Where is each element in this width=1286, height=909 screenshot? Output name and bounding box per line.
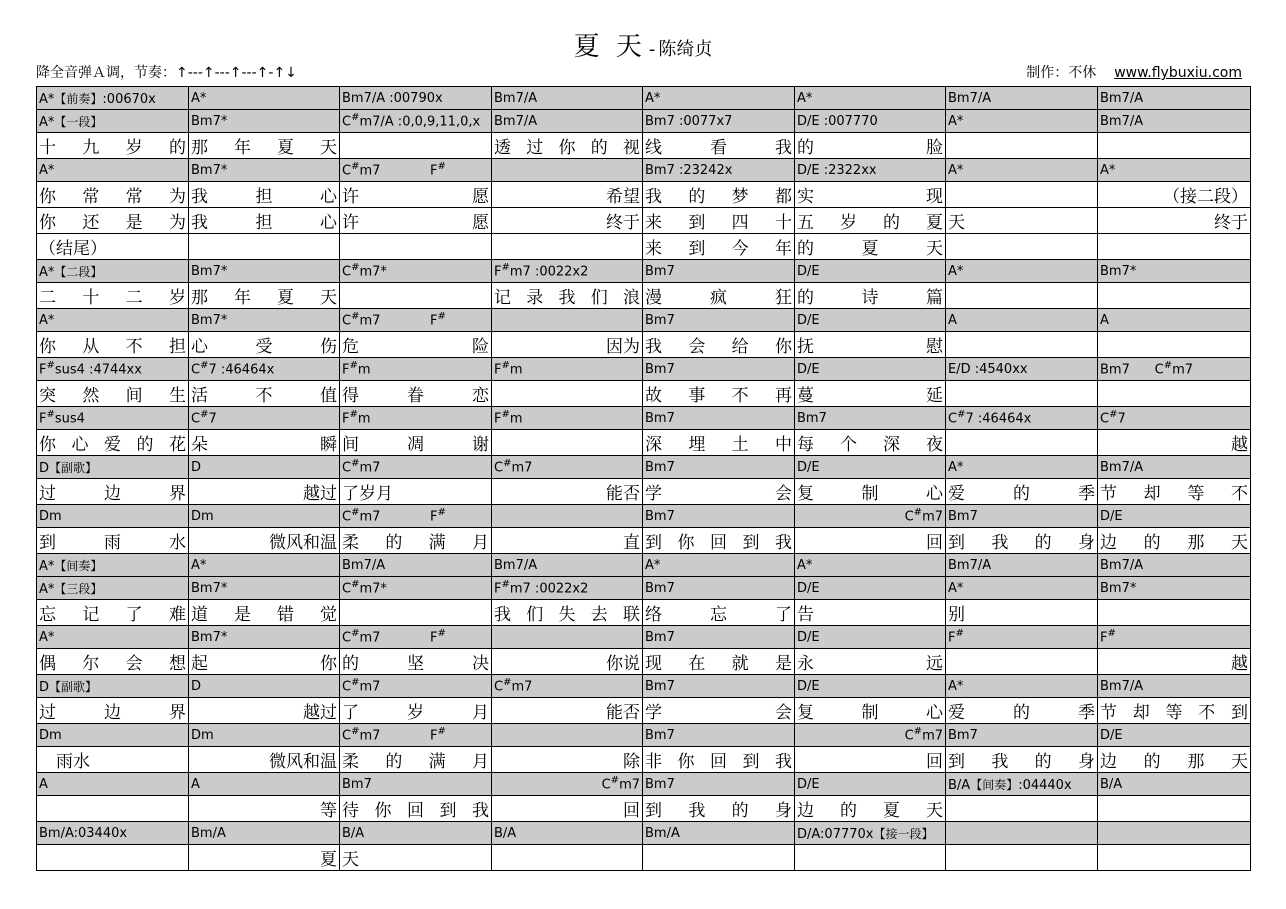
lyric-row: [37, 234, 1251, 260]
chord-cell: D/E: [795, 358, 946, 381]
chord-cell: C#7: [189, 407, 340, 430]
chord-cell: Bm7/A: [1098, 87, 1251, 110]
chord-cell: [492, 159, 643, 182]
lyric-cell: 微风和温: [189, 747, 340, 773]
lyric-cell: 越: [1098, 649, 1251, 675]
lyric-cell: 告: [795, 600, 946, 626]
lyric-cell: 夏: [189, 845, 340, 871]
lyric-cell: 记录我们浪: [492, 283, 643, 309]
chord-cell: F#: [1098, 626, 1251, 649]
lyric-row: [37, 600, 1251, 626]
chord-row: [37, 358, 1251, 381]
chord-row: [37, 407, 1251, 430]
chord-cell: A*【前奏】:00670x: [37, 87, 189, 110]
chord-cell: D/E: [795, 309, 946, 332]
chord-cell: Bm7 C#m7: [1098, 358, 1251, 381]
chord-cell: F#: [946, 626, 1098, 649]
chord-row: [37, 822, 1251, 845]
lyric-cell: 我们失去联: [492, 600, 643, 626]
lyric-cell: [946, 234, 1098, 260]
chord-cell: A*: [946, 456, 1098, 479]
chord-cell: A*: [643, 87, 795, 110]
lyric-cell: 回: [795, 528, 946, 554]
chord-cell: A*: [643, 554, 795, 577]
artist-name: 陈绮贞: [658, 39, 713, 60]
lyric-cell: [1098, 283, 1251, 309]
maker-credit: 制作：不休: [1026, 65, 1097, 81]
chord-cell: Bm7: [643, 309, 795, 332]
chord-cell: C#m7: [492, 675, 643, 698]
chord-row: [37, 309, 1251, 332]
lyric-cell: 到你回到我: [643, 528, 795, 554]
chord-cell: C#m7 F#: [340, 505, 492, 528]
chord-cell: D/E: [1098, 724, 1251, 747]
chord-cell: [492, 724, 643, 747]
chord-cell: A*【二段】: [37, 260, 189, 283]
chord-cell: A: [189, 773, 340, 796]
chord-cell: Bm7*: [1098, 260, 1251, 283]
chord-cell: Bm7: [946, 505, 1098, 528]
lyric-cell: 现在就是: [643, 649, 795, 675]
chord-cell: A*: [946, 159, 1098, 182]
chord-cell: A*: [37, 309, 189, 332]
chord-row: [37, 505, 1251, 528]
lyric-row: [37, 479, 1251, 505]
chord-cell: A*: [946, 260, 1098, 283]
lyric-cell: 到我的身: [643, 796, 795, 822]
chord-cell: C#m7 F#: [340, 724, 492, 747]
lyric-row: [37, 796, 1251, 822]
lyric-cell: 别: [946, 600, 1098, 626]
title-separator: -: [648, 39, 656, 60]
chord-cell: A: [946, 309, 1098, 332]
lyric-cell: [1098, 845, 1251, 871]
chord-cell: Bm7*: [189, 309, 340, 332]
lyric-cell: 的夏天: [795, 234, 946, 260]
lyric-cell: [1098, 600, 1251, 626]
chord-cell: Bm7*: [189, 260, 340, 283]
lyric-cell: 你心爱的花: [37, 430, 189, 456]
chord-cell: E/D :4540xx: [946, 358, 1098, 381]
chord-cell: Bm7/A: [1098, 554, 1251, 577]
chord-cell: F#m7 :0022x2: [492, 260, 643, 283]
chord-cell: A*【三段】: [37, 577, 189, 600]
chord-cell: D: [189, 675, 340, 698]
lyric-cell: [189, 234, 340, 260]
lyric-cell: [946, 182, 1098, 208]
lyric-cell: 深埋土中: [643, 430, 795, 456]
lyric-cell: [37, 796, 189, 822]
chord-cell: C#7 :46464x: [189, 358, 340, 381]
chord-cell: Bm7/A: [340, 554, 492, 577]
lyric-cell: 复制心: [795, 479, 946, 505]
lyric-cell: 每个深夜: [795, 430, 946, 456]
chord-cell: Bm7: [643, 358, 795, 381]
lyric-cell: 雨水: [37, 747, 189, 773]
lyric-cell: [946, 430, 1098, 456]
chord-cell: Dm: [189, 724, 340, 747]
chord-cell: Bm7*: [189, 159, 340, 182]
chord-cell: Bm7: [643, 407, 795, 430]
chord-cell: D/E: [795, 675, 946, 698]
lyric-cell: 我的梦都: [643, 182, 795, 208]
lyric-cell: [795, 845, 946, 871]
lyric-cell: 来到今年: [643, 234, 795, 260]
lyric-cell: 学会: [643, 479, 795, 505]
lyric-cell: 能否: [492, 698, 643, 724]
website-link[interactable]: www.flybuxiu.com: [1114, 65, 1242, 81]
lyric-cell: 微风和温: [189, 528, 340, 554]
chord-cell: D/E: [1098, 505, 1251, 528]
chord-cell: Bm7: [643, 626, 795, 649]
lyric-cell: 永远: [795, 649, 946, 675]
chord-cell: A: [37, 773, 189, 796]
chord-cell: F#m: [340, 358, 492, 381]
lyric-cell: 许愿: [340, 182, 492, 208]
lyric-cell: 你从不担: [37, 332, 189, 358]
lyric-cell: [340, 133, 492, 159]
chord-cell: F#m: [492, 358, 643, 381]
lyric-cell: 络忘了: [643, 600, 795, 626]
chord-cell: Bm7*: [189, 110, 340, 133]
chord-cell: A*: [1098, 159, 1251, 182]
chord-cell: C#m7/A :0,0,9,11,0,x: [340, 110, 492, 133]
chord-cell: Dm: [37, 724, 189, 747]
chord-cell: Bm7: [643, 724, 795, 747]
lyric-cell: 回: [492, 796, 643, 822]
lyric-cell: 我担心: [189, 208, 340, 234]
lyric-cell: 你还是为: [37, 208, 189, 234]
lyric-cell: 边的那天: [1098, 747, 1251, 773]
lyric-cell: 学会: [643, 698, 795, 724]
lyric-cell: [946, 133, 1098, 159]
lyric-cell: [1098, 332, 1251, 358]
chord-row: [37, 260, 1251, 283]
lyric-cell: 等: [189, 796, 340, 822]
lyric-cell: 柔的满月: [340, 528, 492, 554]
chord-cell: C#m7: [795, 505, 946, 528]
chord-cell: C#m7*: [340, 577, 492, 600]
lyric-cell: 间凋谢: [340, 430, 492, 456]
chord-cell: Bm7: [643, 675, 795, 698]
chord-cell: Bm7: [643, 577, 795, 600]
chord-cell: Bm/A: [189, 822, 340, 845]
chord-row: [37, 110, 1251, 133]
lyric-row: [37, 528, 1251, 554]
lyric-row: [37, 381, 1251, 407]
chord-cell: F#sus4 :4744xx: [37, 358, 189, 381]
lyric-row: [37, 845, 1251, 871]
lyric-cell: [492, 430, 643, 456]
chord-cell: D/E: [795, 626, 946, 649]
lyric-row: [37, 649, 1251, 675]
chord-cell: Bm7: [340, 773, 492, 796]
lyric-cell: 越过: [189, 698, 340, 724]
chord-cell: C#m7: [340, 456, 492, 479]
lyric-cell: 希望: [492, 182, 643, 208]
chord-row: [37, 456, 1251, 479]
chord-cell: C#7: [1098, 407, 1251, 430]
lyric-cell: 边的那天: [1098, 528, 1251, 554]
lyric-row: [37, 747, 1251, 773]
lyric-cell: 终于: [492, 208, 643, 234]
lyric-cell: 能否: [492, 479, 643, 505]
lyric-cell: 边的夏天: [795, 796, 946, 822]
chord-cell: Bm7*: [189, 577, 340, 600]
chord-cell: D/E :2322xx: [795, 159, 946, 182]
chord-cell: Bm7: [795, 407, 946, 430]
chord-cell: [946, 822, 1098, 845]
lyric-cell: （结尾）: [37, 234, 189, 260]
lyric-cell: 蔓延: [795, 381, 946, 407]
lyric-cell: 那年夏天: [189, 133, 340, 159]
lyric-cell: 我会给你: [643, 332, 795, 358]
chord-cell: C#m7 F#: [340, 626, 492, 649]
chord-cell: D: [189, 456, 340, 479]
lyric-cell: 爱的季: [946, 698, 1098, 724]
lyric-cell: （接二段）: [1098, 182, 1251, 208]
lyric-cell: 了岁月: [340, 479, 492, 505]
lyric-cell: 起你: [189, 649, 340, 675]
lyric-cell: 越过: [189, 479, 340, 505]
lyric-cell: 得眷恋: [340, 381, 492, 407]
chord-cell: A*: [946, 675, 1098, 698]
lyric-row: [37, 182, 1251, 208]
lyric-cell: 你说: [492, 649, 643, 675]
chord-cell: Bm7/A: [1098, 456, 1251, 479]
key-and-rhythm: 降全音弹Ａ调，节奏：↑---↑---↑---↑-↑↓: [36, 65, 297, 81]
lyric-cell: 你常常为: [37, 182, 189, 208]
chord-row: [37, 724, 1251, 747]
lyric-cell: 待你回到我: [340, 796, 492, 822]
lyric-cell: 忘记了难: [37, 600, 189, 626]
lyric-cell: 过边界: [37, 479, 189, 505]
chord-row: [37, 87, 1251, 110]
chord-cell: [1098, 822, 1251, 845]
chord-cell: F#m: [492, 407, 643, 430]
credit-line: [1026, 62, 1242, 82]
lyric-cell: [492, 845, 643, 871]
lyric-cell: 非你回到我: [643, 747, 795, 773]
chord-cell: Dm: [37, 505, 189, 528]
lyric-cell: 那年夏天: [189, 283, 340, 309]
lyric-cell: [1098, 796, 1251, 822]
lyric-cell: 活不值: [189, 381, 340, 407]
chord-cell: Bm7*: [1098, 577, 1251, 600]
lyric-cell: [1098, 133, 1251, 159]
lyric-row: [37, 332, 1251, 358]
lyric-cell: 天: [340, 845, 492, 871]
song-title-bar: [0, 26, 1286, 63]
lyric-cell: [340, 283, 492, 309]
chord-cell: A: [1098, 309, 1251, 332]
lyric-cell: 到我的身: [946, 528, 1098, 554]
chord-cell: A*: [946, 577, 1098, 600]
chord-cell: C#m7 F#: [340, 159, 492, 182]
chord-sheet-table: [36, 86, 1251, 871]
lyric-cell: [1098, 234, 1251, 260]
lyric-cell: 直: [492, 528, 643, 554]
chord-cell: Bm7: [643, 773, 795, 796]
chord-cell: A*: [189, 87, 340, 110]
lyric-cell: 柔的满月: [340, 747, 492, 773]
chord-cell: Bm7/A: [492, 87, 643, 110]
lyric-cell: [946, 845, 1098, 871]
lyric-cell: 漫疯狂: [643, 283, 795, 309]
lyric-cell: 道是错觉: [189, 600, 340, 626]
lyric-cell: 因为: [492, 332, 643, 358]
chord-row: [37, 675, 1251, 698]
chord-cell: A*: [946, 110, 1098, 133]
chord-row: [37, 577, 1251, 600]
lyric-cell: 抚慰: [795, 332, 946, 358]
lyric-cell: 回: [795, 747, 946, 773]
lyric-cell: [37, 845, 189, 871]
lyric-cell: [643, 845, 795, 871]
lyric-cell: 节却等不: [1098, 479, 1251, 505]
lyric-cell: [946, 283, 1098, 309]
chord-cell: B/A: [492, 822, 643, 845]
chord-cell: C#m7: [340, 675, 492, 698]
lyric-cell: 到雨水: [37, 528, 189, 554]
chord-cell: Bm7/A: [1098, 110, 1251, 133]
lyric-cell: 实现: [795, 182, 946, 208]
chord-cell: Bm7/A: [1098, 675, 1251, 698]
chord-cell: Dm: [189, 505, 340, 528]
chord-row: [37, 554, 1251, 577]
lyric-cell: 偶尔会想: [37, 649, 189, 675]
chord-cell: F#m7 :0022x2: [492, 577, 643, 600]
chord-cell: Bm7 :23242x: [643, 159, 795, 182]
chord-cell: D/E: [795, 456, 946, 479]
lyric-cell: 二十二岁: [37, 283, 189, 309]
lyric-cell: [946, 649, 1098, 675]
lyric-cell: 节却等不到: [1098, 698, 1251, 724]
chord-cell: Bm7/A: [492, 554, 643, 577]
chord-cell: C#m7: [795, 724, 946, 747]
lyric-cell: 越: [1098, 430, 1251, 456]
lyric-cell: 许愿: [340, 208, 492, 234]
lyric-cell: 突然间生: [37, 381, 189, 407]
chord-cell: [492, 505, 643, 528]
lyric-cell: 的脸: [795, 133, 946, 159]
lyric-cell: 五岁的夏: [795, 208, 946, 234]
chord-cell: A*【一段】: [37, 110, 189, 133]
lyric-cell: 爱的季: [946, 479, 1098, 505]
lyric-cell: [340, 600, 492, 626]
chord-row: [37, 159, 1251, 182]
chord-cell: Bm7/A: [946, 554, 1098, 577]
lyric-cell: 到我的身: [946, 747, 1098, 773]
lyric-cell: 过边界: [37, 698, 189, 724]
chord-cell: D/E: [795, 773, 946, 796]
chord-cell: D/E :007770: [795, 110, 946, 133]
chord-cell: C#m7*: [340, 260, 492, 283]
lyric-cell: [492, 381, 643, 407]
chord-cell: Bm7: [643, 505, 795, 528]
chord-cell: C#m7: [492, 773, 643, 796]
lyric-cell: 复制心: [795, 698, 946, 724]
chord-cell: [492, 626, 643, 649]
chord-cell: D/E: [795, 260, 946, 283]
lyric-cell: [946, 381, 1098, 407]
chord-cell: Bm7/A: [492, 110, 643, 133]
chord-cell: A*【间奏】: [37, 554, 189, 577]
lyric-cell: 十九岁的: [37, 133, 189, 159]
lyric-cell: 危险: [340, 332, 492, 358]
lyric-cell: [946, 796, 1098, 822]
lyric-cell: 故事不再: [643, 381, 795, 407]
lyric-cell: 线看我: [643, 133, 795, 159]
chord-cell: D【副歌】: [37, 675, 189, 698]
chord-cell: Bm7: [643, 260, 795, 283]
chord-cell: Bm7 :0077x7: [643, 110, 795, 133]
chord-cell: B/A: [340, 822, 492, 845]
chord-cell: Bm7/A :00790x: [340, 87, 492, 110]
chord-cell: A*: [795, 554, 946, 577]
lyric-row: [37, 430, 1251, 456]
lyric-cell: 了岁月: [340, 698, 492, 724]
chord-cell: F#sus4: [37, 407, 189, 430]
chord-cell: Bm/A: [643, 822, 795, 845]
chord-cell: Bm7/A: [946, 87, 1098, 110]
lyric-cell: 来到四十: [643, 208, 795, 234]
lyric-row: [37, 698, 1251, 724]
chord-cell: C#m7: [492, 456, 643, 479]
chord-row: [37, 626, 1251, 649]
lyric-cell: 的诗篇: [795, 283, 946, 309]
lyric-cell: 天: [946, 208, 1098, 234]
lyric-cell: 透过你的视: [492, 133, 643, 159]
chord-cell: C#7 :46464x: [946, 407, 1098, 430]
chord-cell: A*: [189, 554, 340, 577]
lyric-cell: 心受伤: [189, 332, 340, 358]
lyric-row: [37, 283, 1251, 309]
chord-cell: A*: [37, 626, 189, 649]
chord-cell: A*: [795, 87, 946, 110]
chord-cell: D/A:07770x【接一段】: [795, 822, 946, 845]
chord-cell: B/A【间奏】:04440x: [946, 773, 1098, 796]
chord-cell: F#m: [340, 407, 492, 430]
song-title: 夏 天: [573, 32, 646, 62]
chord-cell: Bm/A:03440x: [37, 822, 189, 845]
lyric-cell: [1098, 381, 1251, 407]
chord-cell: [492, 309, 643, 332]
lyric-cell: [340, 234, 492, 260]
lyric-cell: [492, 234, 643, 260]
lyric-cell: [946, 332, 1098, 358]
lyric-cell: 朵瞬: [189, 430, 340, 456]
chord-cell: B/A: [1098, 773, 1251, 796]
lyric-cell: 终于: [1098, 208, 1251, 234]
chord-row: [37, 773, 1251, 796]
chord-cell: Bm7*: [189, 626, 340, 649]
chord-cell: D【副歌】: [37, 456, 189, 479]
chord-cell: Bm7: [643, 456, 795, 479]
lyric-row: [37, 133, 1251, 159]
lyric-cell: 我担心: [189, 182, 340, 208]
chord-cell: Bm7: [946, 724, 1098, 747]
lyric-row: [37, 208, 1251, 234]
chord-cell: A*: [37, 159, 189, 182]
lyric-cell: 除: [492, 747, 643, 773]
chord-cell: C#m7 F#: [340, 309, 492, 332]
chord-cell: D/E: [795, 577, 946, 600]
lyric-cell: 的坚决: [340, 649, 492, 675]
